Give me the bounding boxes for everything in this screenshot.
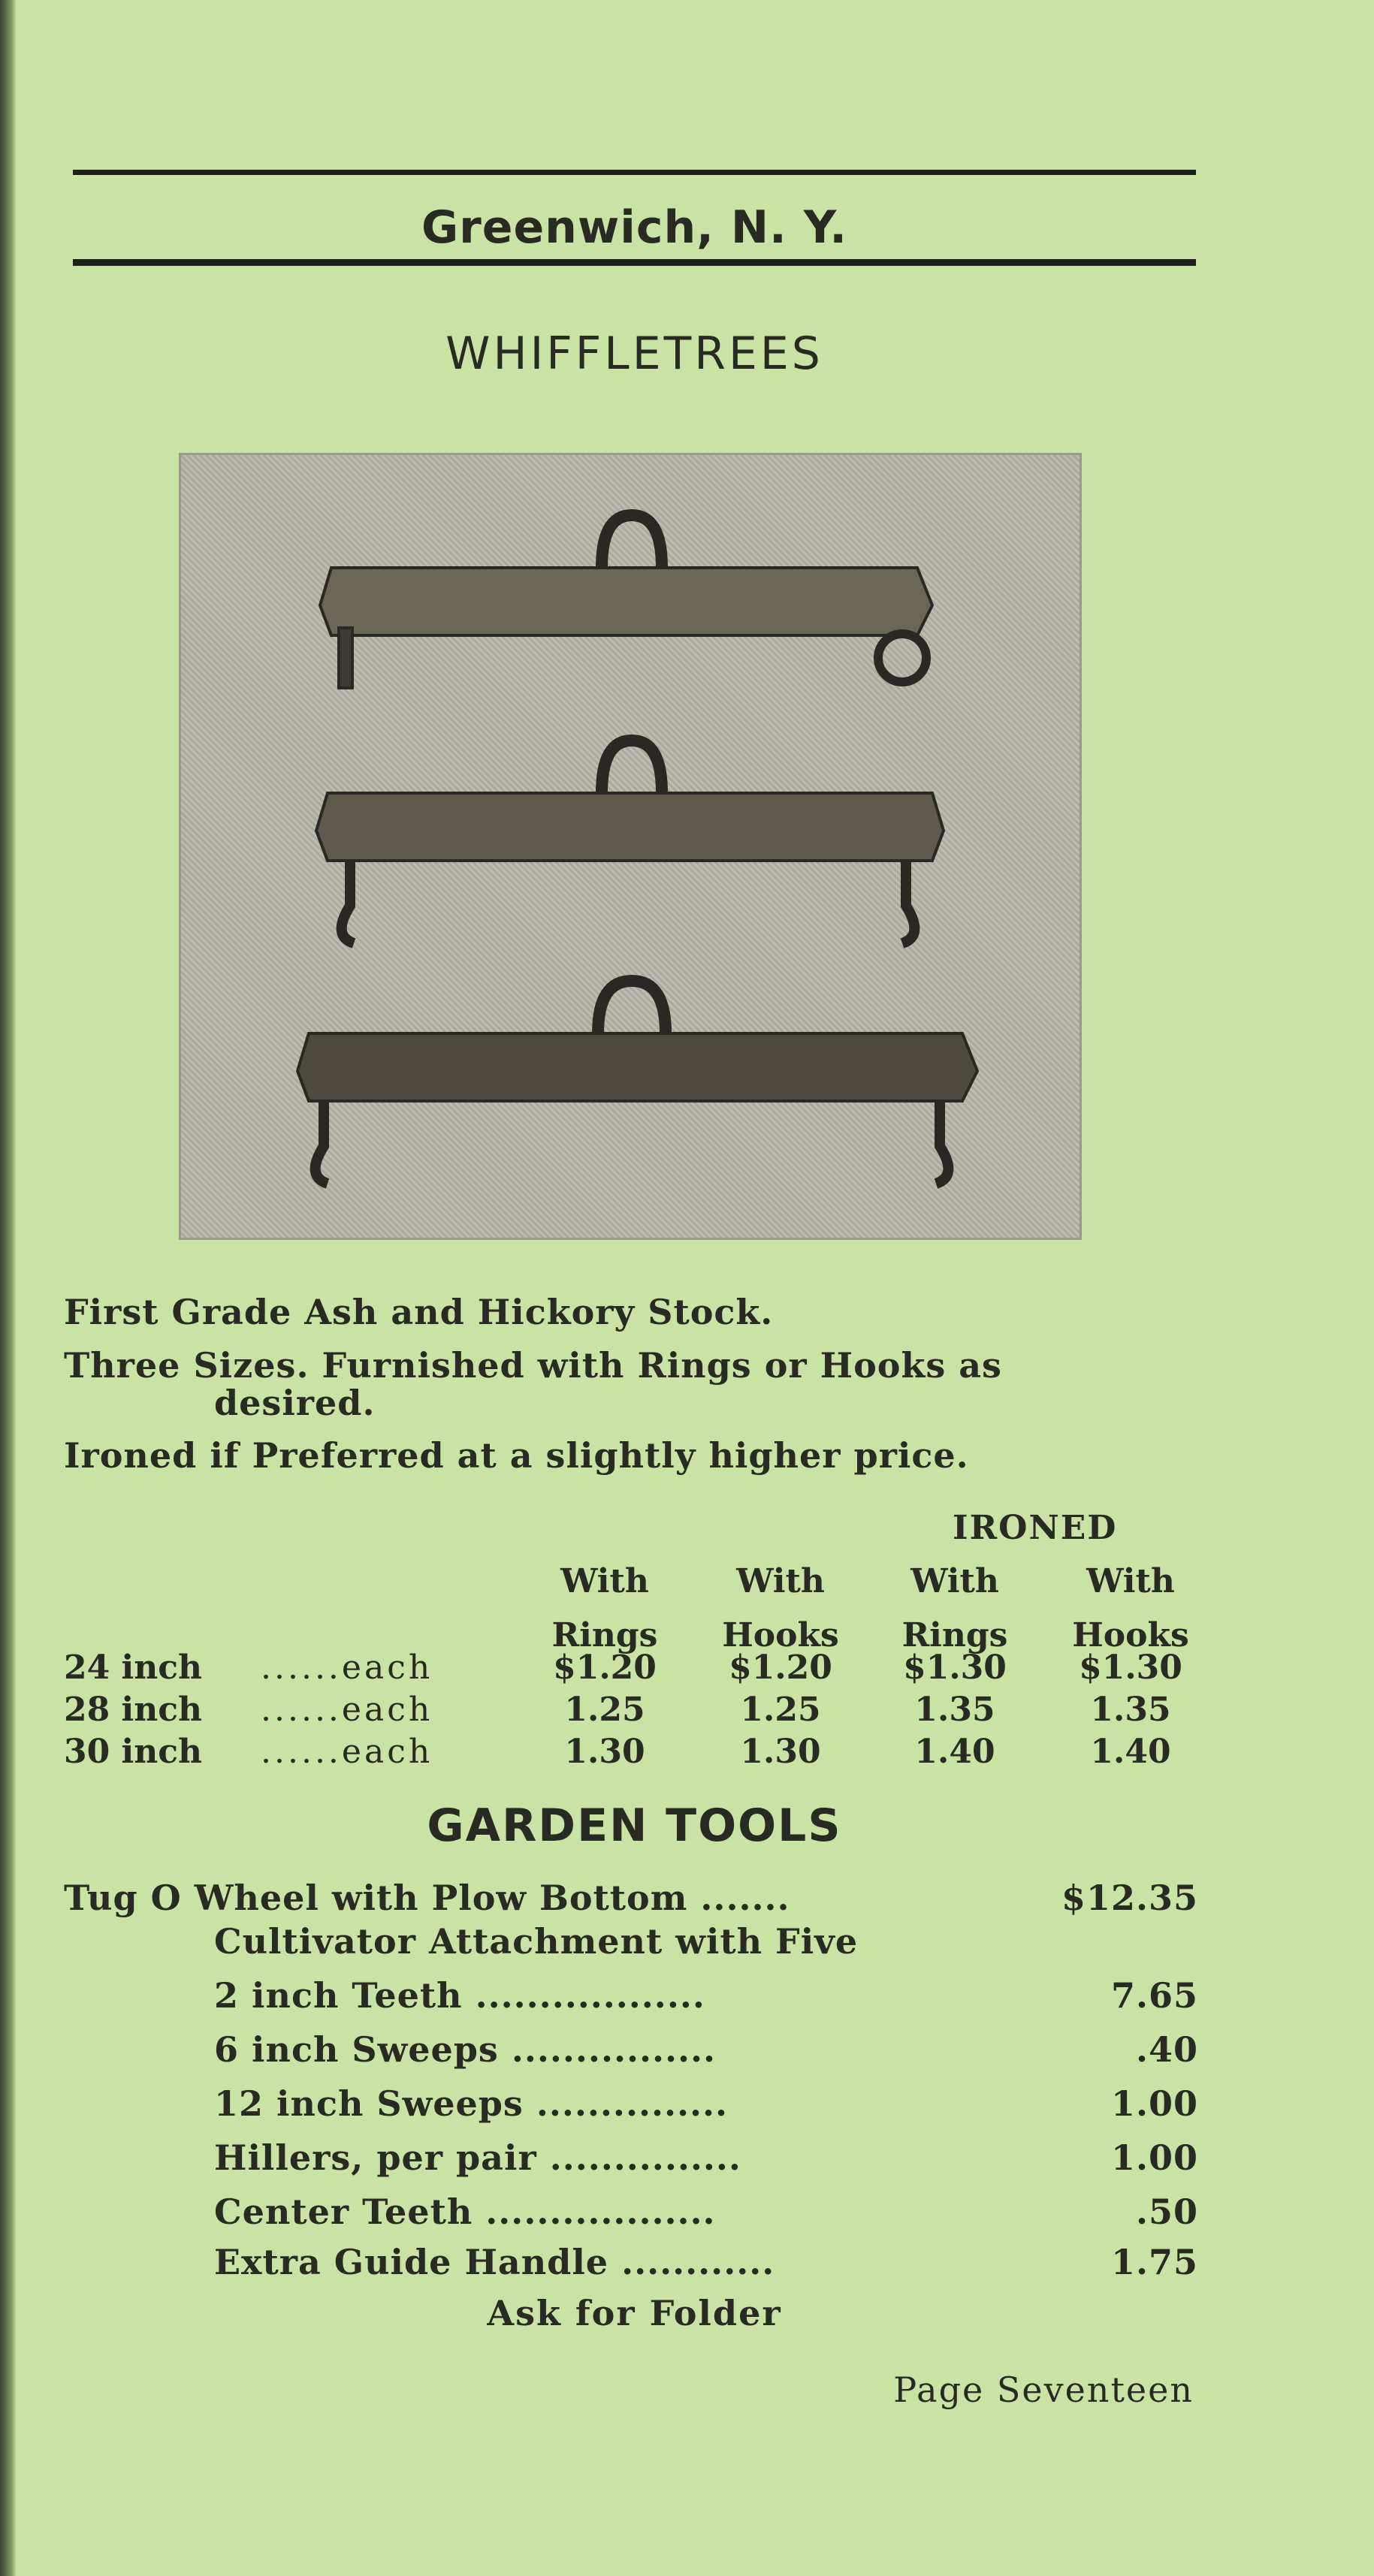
whiffletree-middle [316,741,944,943]
item-label: Extra Guide Handle ............ [214,2242,775,2282]
garden-item-center-teeth [64,2191,1198,2234]
garden-item-2-inch-teeth [64,1975,1198,2017]
price-cell: $1.30 [1079,1648,1182,1687]
item-price: 1.75 [1110,2242,1198,2282]
column-header-ironed-rings [883,1555,1026,1663]
price-cell: 1.40 [1090,1733,1171,1771]
item-price: .50 [1135,2191,1198,2232]
whiffletrees-photo [179,453,1082,1240]
garden-item-hillers [64,2137,1198,2179]
price-cell: $1.20 [729,1648,832,1687]
column-header-hooks [709,1555,852,1663]
whiffletrees-description-stock: First Grade Ash and Hickory Stock. [64,1292,774,1332]
whiffletrees-description-sizes-line1: Three Sizes. Furnished with Rings or Hooks as [64,1345,1002,1386]
ironed-column-group-label: IRONED [953,1509,1118,1547]
whiffletrees-description-sizes [64,1347,1206,1422]
garden-item-tug-o-wheel [64,1878,1198,1920]
whiffletree-illustration [181,455,1080,1238]
item-label: Tug O Wheel with Plow Bottom ....... [64,1878,790,1918]
whiffletrees-title: WHIFFLETREES [445,327,823,380]
item-price: 7.65 [1110,1975,1198,2016]
row-leader: ......each [261,1733,433,1771]
price-cell: $1.30 [903,1648,1007,1687]
item-label: 6 inch Sweeps ................ [214,2029,717,2070]
price-cell: 1.25 [740,1691,821,1729]
price-cell: 1.25 [564,1691,645,1729]
header-rule-top [73,170,1196,175]
price-cell: 1.35 [914,1691,995,1729]
cultivator-attachment-line: Cultivator Attachment with Five [214,1921,859,1962]
column-header-rings [533,1555,676,1663]
item-label: 2 inch Teeth .................. [214,1975,705,2016]
column-header-top: With [1086,1562,1175,1600]
whiffletrees-description-sizes-line2: desired. [214,1383,376,1423]
price-cell: $1.20 [553,1648,657,1687]
row-leader: ......each [261,1691,433,1729]
garden-item-extra-guide-handle [64,2242,1198,2284]
whiffletree-bottom [297,981,977,1184]
price-cell: 1.30 [740,1733,821,1771]
row-size: 30 inch [64,1733,203,1771]
binding-edge [0,0,17,2576]
garden-item-12-inch-sweeps [64,2083,1198,2125]
column-header-bottom: Hooks [722,1616,839,1654]
whiffletrees-description-ironed: Ironed if Preferred at a slightly higher price. [64,1435,969,1476]
whiffletree-top [320,515,932,688]
price-cell: 1.30 [564,1733,645,1771]
column-header-top: With [560,1562,649,1600]
item-price: 1.00 [1110,2137,1198,2178]
ask-for-folder-note: Ask for Folder [487,2293,782,2333]
page-number: Page Seventeen [893,2369,1194,2410]
item-price: .40 [1135,2029,1198,2070]
column-header-bottom: Rings [551,1616,658,1654]
item-label: 12 inch Sweeps ............... [214,2083,729,2124]
garden-tools-title: GARDEN TOOLS [427,1799,842,1852]
row-size: 24 inch [64,1648,203,1687]
item-label: Hillers, per pair ............... [214,2137,741,2178]
item-price: 1.00 [1110,2083,1198,2124]
item-price: $12.35 [1061,1878,1198,1918]
item-label: Center Teeth .................. [214,2191,716,2232]
column-header-bottom: Rings [901,1616,1008,1654]
row-leader: ......each [261,1648,433,1687]
header-rule-bottom [73,259,1196,266]
price-cell: 1.40 [914,1733,995,1771]
price-cell: 1.35 [1090,1691,1171,1729]
column-header-ironed-hooks [1059,1555,1202,1663]
row-size: 28 inch [64,1691,203,1729]
column-header-top: With [736,1562,825,1600]
garden-item-6-inch-sweeps [64,2029,1198,2071]
page-header-location: Greenwich, N. Y. [421,201,848,254]
column-header-top: With [910,1562,999,1600]
column-header-bottom: Hooks [1072,1616,1189,1654]
